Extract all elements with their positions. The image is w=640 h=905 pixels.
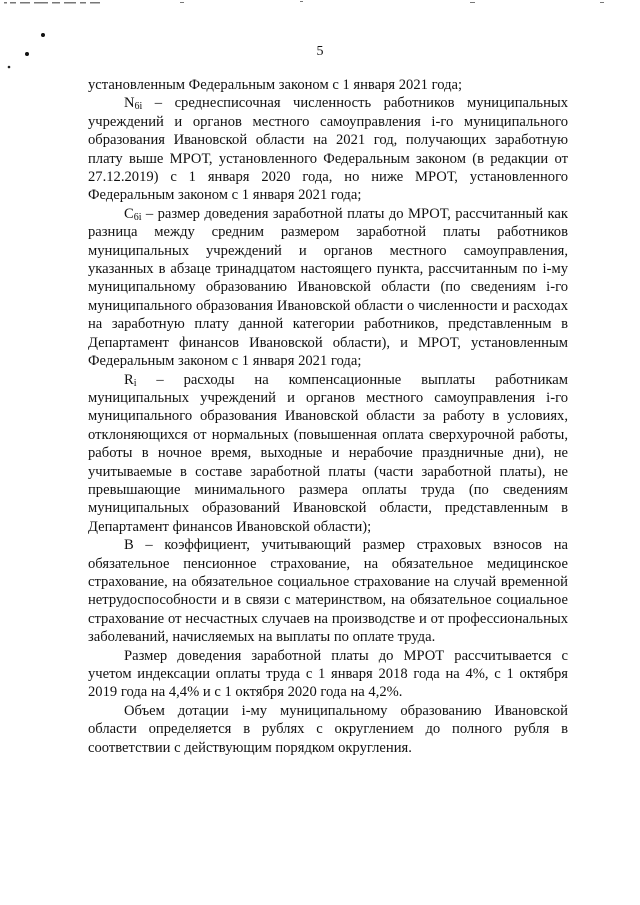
symbol-subscript: 6i — [134, 101, 143, 113]
paragraph-indexation: Размер доведения заработной платы до МРОТ рассчитывается с учетом индексации оплаты труда с 1 января 2018 года на 4%, с 1 октября 2019 года на 4,4% и с 1 октября 2020 года на 4,2%. — [88, 647, 568, 701]
symbol-b: B — [124, 537, 134, 554]
symbol-r: R — [124, 371, 134, 388]
document-body — [88, 76, 568, 757]
paragraph-n6i-definition — [88, 94, 568, 204]
paragraph-continuation: установленным Федеральным законом с 1 января 2021 года; — [88, 77, 463, 93]
symbol-c: C — [124, 205, 134, 222]
definition-text: – расходы на компенсационные выплаты работникам муниципальных учреждений и органов местного самоуправления i-го муниципального образования Ивановской области за работу в условиях, отклоняющихся от нормальных (повышенная оплата сверхурочной работы, работы в ночное время, выходные и нерабочие праздничные дни), не учитываемые в составе заработной платы (части заработной платы), не превышающие минимального размера оплаты труда (по сведениям муниципальных образований Ивановской области, представленным в Департамент финансов Ивановской области); — [88, 371, 568, 535]
paragraph-ri-definition — [88, 371, 568, 537]
definition-text: – коэффициент, учитывающий размер страховых взносов на обязательное пенсионное страхование, на обязательное медицинское страхование, на обязательное социальное страхование на случай временной нетрудоспособности и в связи с материнством, на обязательное социальное страхование от несчастных случаев на производстве и от профессиональных заболеваний, начисляемых на выплаты по оплате труда. — [88, 537, 568, 646]
definition-text: – среднесписочная численность работников муниципальных учреждений и органов местного самоуправления i-го муниципального образования Ивановской области на 2021 год, получающих заработную плату выше МРОТ, установленного Федеральным законом (в редакции от 27.12.2019) с 1 января 2020 года, но ниже МРОТ, установленного Федеральным законом с 1 января 2021 года; — [88, 95, 568, 204]
symbol-n: N — [124, 95, 135, 112]
paragraph-c6i-definition — [88, 205, 568, 371]
paragraph-rounding: Объем дотации i-му муниципальному образованию Ивановской области определяется в рублях с округлением до полного рубля в соответствии с действующим порядком округления. — [88, 702, 568, 756]
paragraph-b-definition — [88, 536, 568, 646]
page-number: 5 — [316, 44, 324, 59]
symbol-subscript: 6i — [133, 211, 142, 223]
symbol-subscript: i — [133, 377, 137, 389]
definition-text: – размер доведения заработной платы до МРОТ, рассчитанный как разница между средним размером заработной платы работников муниципальных учреждений и органов местного самоуправления, указанных в абзаце тринадцатом настоящего пункта, рассчитанным по i-му муниципальному образованию Ивановской области (по сведениям i-го муниципального образования Ивановской области о численности и расходах на заработную плату данной категории работников, представленным в Департамент финансов Ивановской области), и МРОТ, установленным Федеральным законом с 1 января 2021 года; — [88, 205, 568, 370]
